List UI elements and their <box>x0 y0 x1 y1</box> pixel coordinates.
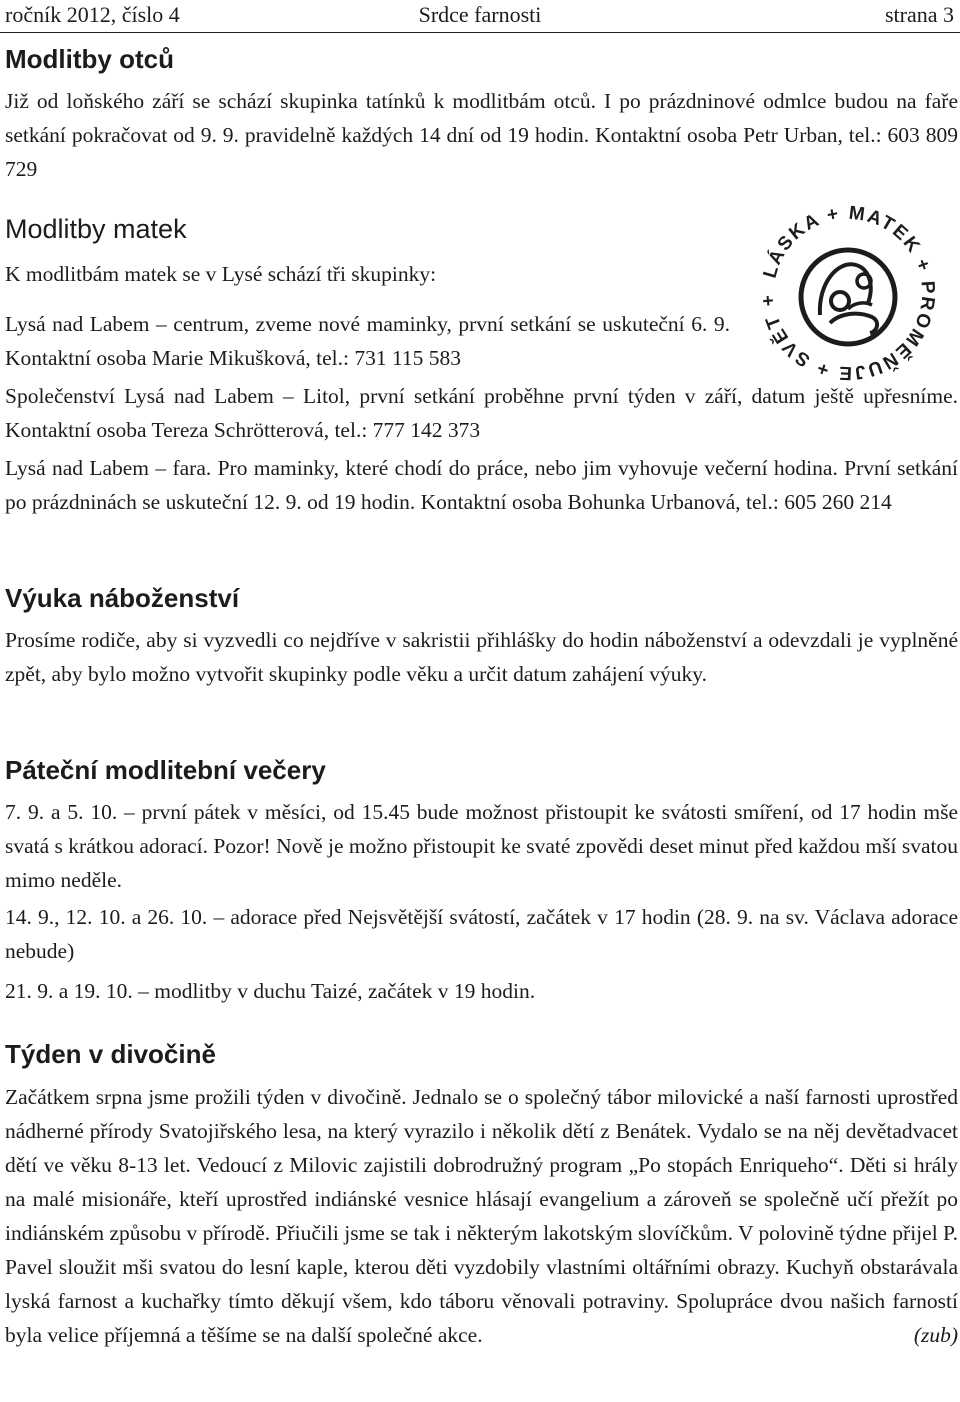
heading-tyden-v-divocine: Týden v divočině <box>5 1039 216 1069</box>
heading-modlitby-matek: Modlitby matek <box>5 214 187 244</box>
page-header <box>0 0 960 33</box>
logo-graphic <box>760 205 936 381</box>
paragraph-divocina <box>5 1080 958 1352</box>
heading-modlitby-otcu: Modlitby otců <box>5 44 174 74</box>
paragraph-vecery-3: 21. 9. a 19. 10. – modlitby v duchu Taizé, začátek v 19 hodin. <box>5 979 536 1003</box>
author-signature: (zub) <box>913 1323 958 1347</box>
paragraph-modlitby-otcu: Již od loňského září se schází skupinka tatínků k modlitbám otců. I po prázdninové odmlce budou na faře setkání pokračovat od 9. 9. pravidelně každých 14 dní od 19 hodin. Kontaktní osoba Petr Urban, tel.: 603 809 729 <box>5 89 958 181</box>
paragraph-vyuka: Prosíme rodiče, aby si vyzvedli co nejdříve v sakristii přihlášky do hodin náboženství a odevzdali je vyplněné zpět, aby bylo možno vytvořit skupinky podle věku a určit datum zahájení výuky. <box>5 628 958 686</box>
paragraph-matek-group-centrum: Lysá nad Labem – centrum, zveme nové maminky, první setkání se uskuteční 6. 9. Kontaktní osoba Marie Mikušková, tel.: 731 115 583 <box>5 312 730 370</box>
paragraph-vecery-2: 14. 9., 12. 10. a 26. 10. – adorace před Nejsvětější svátostí, začátek v 17 hodin (28. 9. na sv. Václava adorace nebude) <box>5 905 958 963</box>
paragraph-matek-intro: K modlitbám matek se v Lysé schází tři skupinky: <box>5 262 437 286</box>
paragraph-matek-group-fara: Lysá nad Labem – fara. Pro maminky, které chodí do práce, nebo jim vyhovuje večerní hodina. První setkání po prázdninách se uskuteční 12. 9. od 19 hodin. Kontaktní osoba Bohunka Urbanová, tel.: 605 260 214 <box>5 456 958 514</box>
header-title: Srdce farnosti <box>418 2 542 27</box>
paragraph-vecery-1: 7. 9. a 5. 10. – první pátek v měsíci, od 15.45 bude možnost přistoupit ke svátosti smíření, od 17 hodin mše svatá s krátkou adorací. Pozor! Nově je možno přistoupit ke svaté zpovědi deset minut před každou mší svatou mimo neděle. <box>5 800 958 892</box>
logo-ring-text: LÁSKA + MATEK + ROMĚŇUJE + SVĚT <box>760 205 936 381</box>
heading-patecni-vecery: Páteční modlitební večery <box>5 755 326 785</box>
header-page-number: strana 3 <box>884 2 954 27</box>
heading-vyuka-nabozenstvi: Výuka náboženství <box>5 583 240 613</box>
mother-child-logo-icon <box>760 205 936 381</box>
header-issue: ročník 2012, číslo 4 <box>5 2 180 27</box>
paragraph-divocina-text: Začátkem srpna jsme prožili týden v divočině. Jednalo se o společný tábor milovické a naší farnosti uprostřed nádherné přírody Svatojiřského lesa, na který vyrazilo i několik dětí z Benátek. Vydalo se na něj devětadvacet dětí ve věku 8-13 let. Vedoucí z Milovic zajistili dobrodružný program „Po stopách Enriqueho“. Děti si hrály na malé misionáře, kteří uprostřed indiánské vesnice hlásají evangelium a zároveň se společně učí přežít po indiánském způsobu v přírodě. Přiučili jsme se tak i některým lakotským slovíčkům. V polovině týdne přijel P. Pavel sloužit mši svatou do lesní kaple, kterou děti vyzdobily vlastními oltářními obrazy. Kuchyň obstarávala lyská farnost a kuchařky tímto děkují všem, kdo táboru věnovali potraviny. Spolupráce dvou našich farností byla velice příjemná a těšíme se na další společné akce. <box>5 1085 958 1347</box>
paragraph-matek-group-litol: Společenství Lysá nad Labem – Litol, první setkání proběhne první týden v září, datum ještě upřesníme. Kontaktní osoba Tereza Schrötterová, tel.: 777 142 373 <box>5 384 958 442</box>
